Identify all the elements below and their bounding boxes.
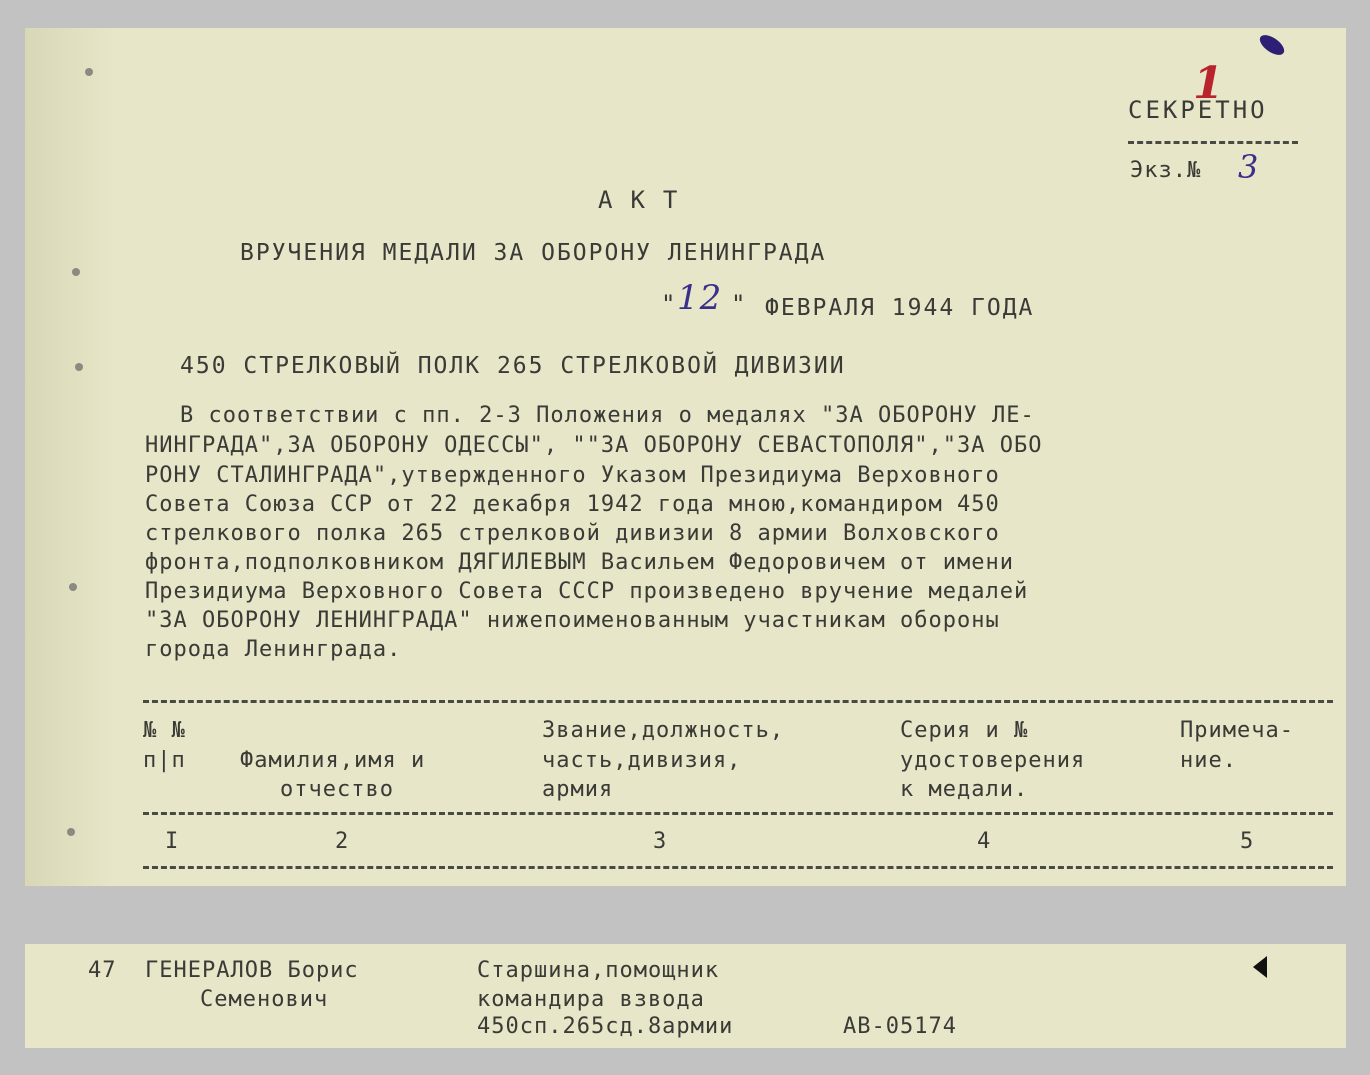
document-subtitle: ВРУЧЕНИЯ МЕДАЛИ ЗА ОБОРОНУ ЛЕНИНГРАДА bbox=[240, 240, 827, 266]
col-header-rank: армия bbox=[542, 777, 614, 802]
entry-name: Семенович bbox=[200, 987, 329, 1012]
ink-mark bbox=[1257, 31, 1288, 59]
body-line: РОНУ СТАЛИНГРАДА",утвержденного Указом Президиума Верховного bbox=[145, 463, 1000, 488]
copy-label: Экз.№ bbox=[1130, 158, 1202, 183]
col-header-certificate: к медали. bbox=[900, 777, 1029, 802]
body-line: Совета Союза ССР от 22 декабря 1942 года мною,командиром 450 bbox=[145, 492, 1000, 517]
entry-number: 47 bbox=[88, 958, 117, 983]
body-line: фронта,подполковником ДЯГИЛЕВЫМ Васильем Федоровичем от имени bbox=[145, 550, 1014, 575]
body-line: НИНГРАДА",ЗА ОБОРОНУ ОДЕССЫ", ""ЗА ОБОРОНУ СЕВАСТОПОЛЯ","ЗА ОБО bbox=[145, 433, 1043, 458]
copy-number: 3 bbox=[1238, 148, 1260, 186]
column-number: 2 bbox=[335, 829, 350, 854]
body-line: стрелкового полка 265 стрелковой дивизии 8 армии Волховского bbox=[145, 521, 1000, 546]
date-text: ФЕВРАЛЯ 1944 ГОДА bbox=[765, 295, 1035, 321]
column-number: 3 bbox=[653, 829, 668, 854]
col-header-number: № № bbox=[143, 718, 186, 743]
col-header-certificate: Серия и № bbox=[900, 718, 1029, 743]
body-line: города Ленинграда. bbox=[145, 637, 402, 662]
date-quote-close: " bbox=[731, 290, 747, 318]
col-header-note: Примеча- bbox=[1180, 718, 1294, 743]
document-page bbox=[25, 28, 1346, 886]
col-header-note: ние. bbox=[1180, 748, 1237, 773]
table-row bbox=[25, 944, 1346, 1048]
col-header-number: п|п bbox=[143, 748, 186, 773]
unit-heading: 450 СТРЕЛКОВЫЙ ПОЛК 265 СТРЕЛКОВОЙ ДИВИЗИИ bbox=[180, 353, 846, 379]
table-mid-divider bbox=[143, 812, 1333, 815]
entry-rank: 450сп.265сд.8армии bbox=[477, 1014, 734, 1039]
secret-divider bbox=[1128, 141, 1298, 144]
secret-label: СЕКРЕТНО bbox=[1128, 96, 1268, 124]
punch-hole bbox=[67, 828, 75, 836]
punch-hole bbox=[69, 583, 77, 591]
col-header-name: Фамилия,имя и bbox=[240, 748, 426, 773]
document-title: АКТ bbox=[598, 186, 696, 214]
date-quote-open: " bbox=[661, 290, 677, 318]
entry-rank: Старшина,помощник bbox=[477, 958, 720, 983]
entry-name: ГЕНЕРАЛОВ Борис bbox=[145, 958, 359, 983]
punch-hole bbox=[75, 363, 83, 371]
punch-hole bbox=[85, 68, 93, 76]
column-number: I bbox=[165, 829, 180, 854]
handwritten-day: 12 bbox=[677, 278, 723, 318]
arrow-marker-icon bbox=[1253, 956, 1267, 978]
handwritten-sheet-number: 1 bbox=[1193, 58, 1225, 109]
table-top-divider bbox=[143, 700, 1333, 703]
entry-rank: командира взвода bbox=[477, 987, 705, 1012]
column-number: 4 bbox=[977, 829, 992, 854]
col-header-rank: Звание,должность, bbox=[542, 718, 785, 743]
col-header-rank: часть,дивизия, bbox=[542, 748, 742, 773]
punch-hole bbox=[72, 268, 80, 276]
body-line: Президиума Верховного Совета СССР произведено вручение медалей bbox=[145, 579, 1029, 604]
body-line: "ЗА ОБОРОНУ ЛЕНИНГРАДА" нижепоименованным участникам обороны bbox=[145, 608, 1000, 633]
col-header-name: отчество bbox=[280, 777, 394, 802]
entry-certificate: АВ-05174 bbox=[843, 1014, 957, 1039]
column-number: 5 bbox=[1240, 829, 1255, 854]
table-bottom-divider bbox=[143, 866, 1333, 869]
col-header-certificate: удостоверения bbox=[900, 748, 1086, 773]
body-line: В соответствии с пп. 2-3 Положения о медалях "ЗА ОБОРОНУ ЛЕ- bbox=[180, 403, 1035, 428]
